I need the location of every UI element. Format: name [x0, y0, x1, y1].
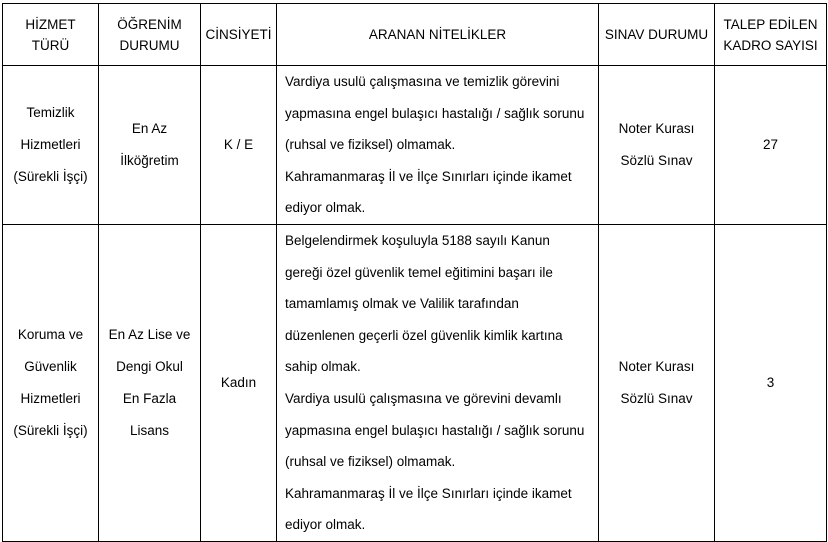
table-row [3, 225, 827, 542]
cell-qualifications: Vardiya usulü çalışmasına ve temizlik görevini yapmasına engel bulaşıcı hastalığı / sağlık sorunu (ruhsal ve fiziksel) olmamak. Kahramanmaraş İl ve İlçe Sınırları içinde ikamet ediyor olmak. [277, 66, 599, 225]
table-row [3, 66, 827, 225]
cell-staff-count: 27 [715, 66, 827, 225]
cell-exam: Noter Kurası Sözlü Sınav [599, 225, 715, 542]
cell-service-type: Temizlik Hizmetleri (Sürekli İşçi) [3, 66, 99, 225]
header-row [3, 4, 827, 66]
cell-education: En Az Lise ve Dengi Okul En Fazla Lisans [99, 225, 201, 542]
cell-education: En Az İlköğretim [99, 66, 201, 225]
cell-service-type: Koruma ve Güvenlik Hizmetleri (Sürekli İşçi) [3, 225, 99, 542]
header-exam: SINAV DURUMU [599, 4, 715, 66]
cell-exam: Noter Kurası Sözlü Sınav [599, 66, 715, 225]
cell-gender: K / E [201, 66, 277, 225]
cell-staff-count: 3 [715, 225, 827, 542]
recruitment-table [2, 3, 827, 542]
header-qualifications: ARANAN NİTELİKLER [277, 4, 599, 66]
header-service-type: HİZMET TÜRÜ [3, 4, 99, 66]
header-education: ÖĞRENİM DURUMU [99, 4, 201, 66]
cell-qualifications: Belgelendirmek koşuluyla 5188 sayılı Kanun gereği özel güvenlik temel eğitimini başarı ile tamamlamış olmak ve Valilik tarafından düzenlenen geçerli özel güvenlik kimlik kartına sahip olmak. Vardiya usulü çalışmasına ve görevini devamlı yapmasına engel bulaşıcı hastalığı / sağlık sorunu (ruhsal ve fiziksel) olmamak. Kahramanmaraş İl ve İlçe Sınırları içinde ikamet ediyor olmak. [277, 225, 599, 542]
cell-gender: Kadın [201, 225, 277, 542]
header-staff-count: TALEP EDİLEN KADRO SAYISI [715, 4, 827, 66]
header-gender: CİNSİYETİ [201, 4, 277, 66]
